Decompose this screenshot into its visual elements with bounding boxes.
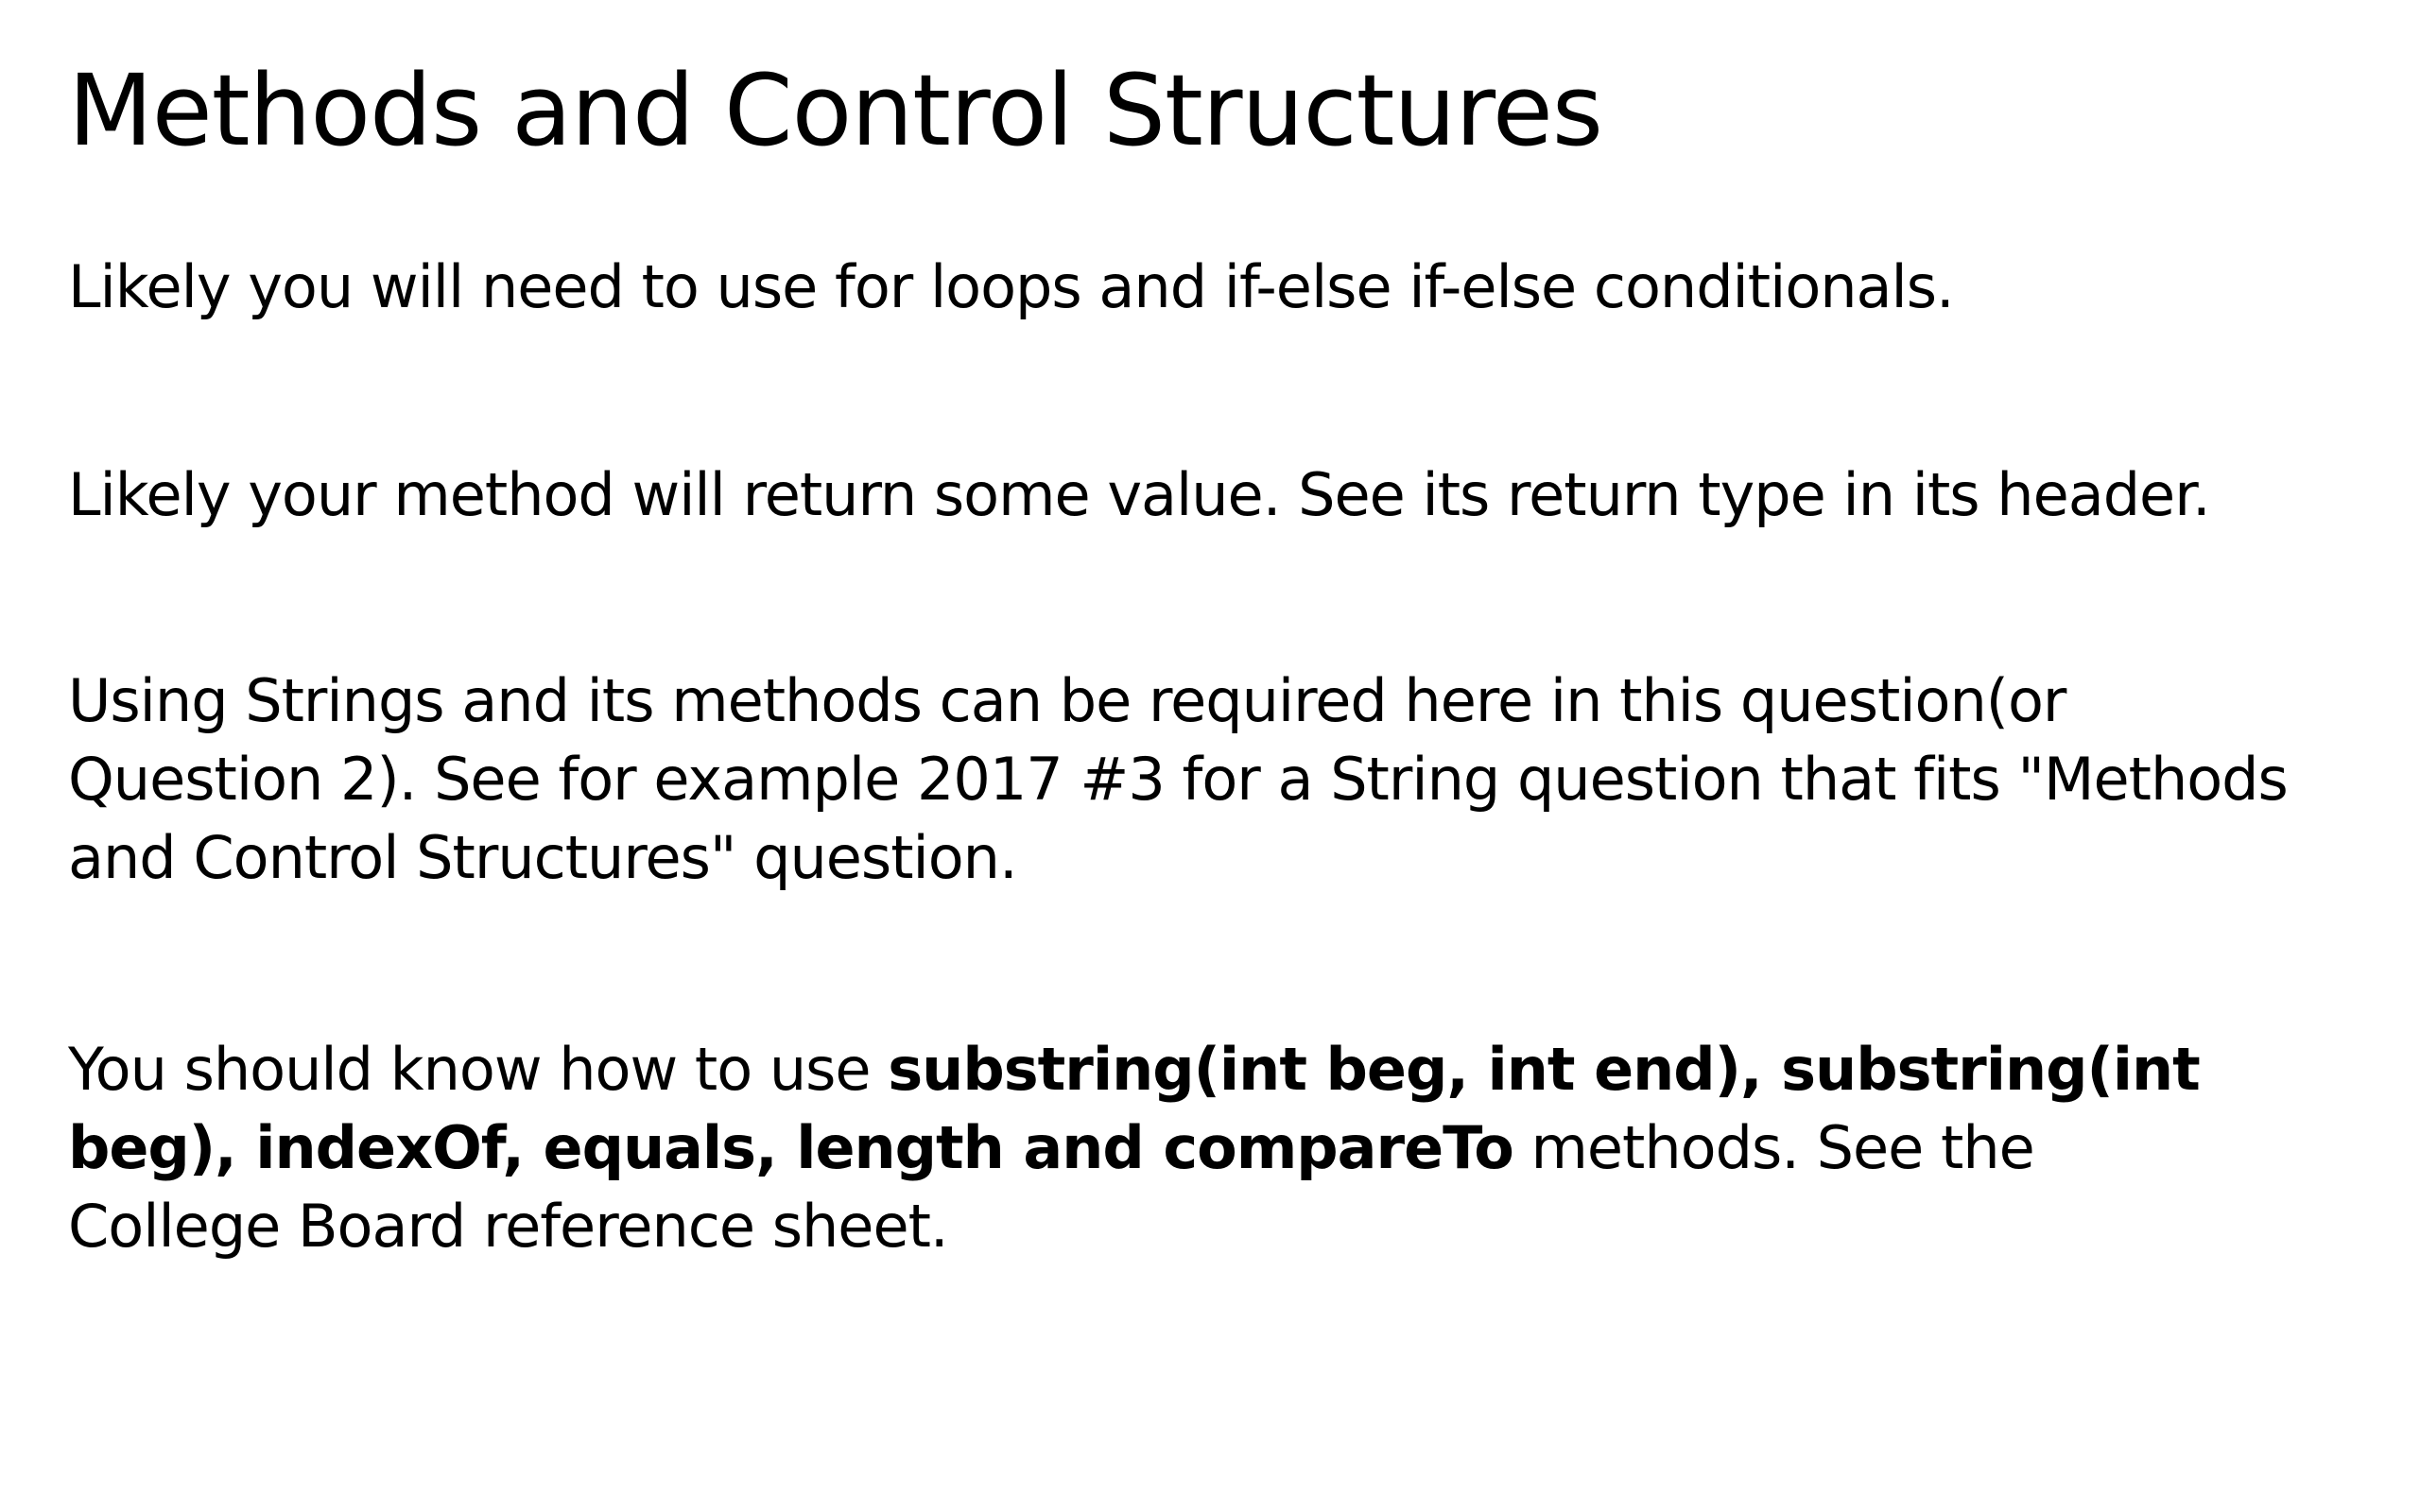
slide-title: Methods and Control Structures [68,53,1602,168]
paragraph-strings-line-3: and Control Structures" question. [68,823,1017,892]
bold-method-names: substring(int beg, int end), substring(int [888,1035,2200,1104]
bold-method-names: beg), indexOf, equals, length and compareTo [68,1113,1513,1182]
plain-text: methods. See the [1512,1113,2034,1182]
paragraph-string-methods [68,1030,2200,1265]
paragraph-strings-line-2: Question 2). See for example 2017 #3 for a String question that fits "Methods [68,745,2288,814]
paragraph-strings-line-1: Using Strings and its methods can be required here in this question(or [68,666,2066,735]
paragraph-loops-conditionals: Likely you will need to use for loops and if-else if-else conditionals. [68,252,1954,321]
paragraph-string-methods-line-3: College Board reference sheet. [68,1192,948,1261]
paragraph-string-methods-line-2 [68,1108,2200,1187]
plain-text: You should know how to use [68,1035,889,1104]
paragraph-return-value: Likely your method will return some value. See its return type in its header. [68,460,2210,529]
paragraph-strings [68,662,2288,897]
paragraph-string-methods-line-1 [68,1030,2200,1108]
